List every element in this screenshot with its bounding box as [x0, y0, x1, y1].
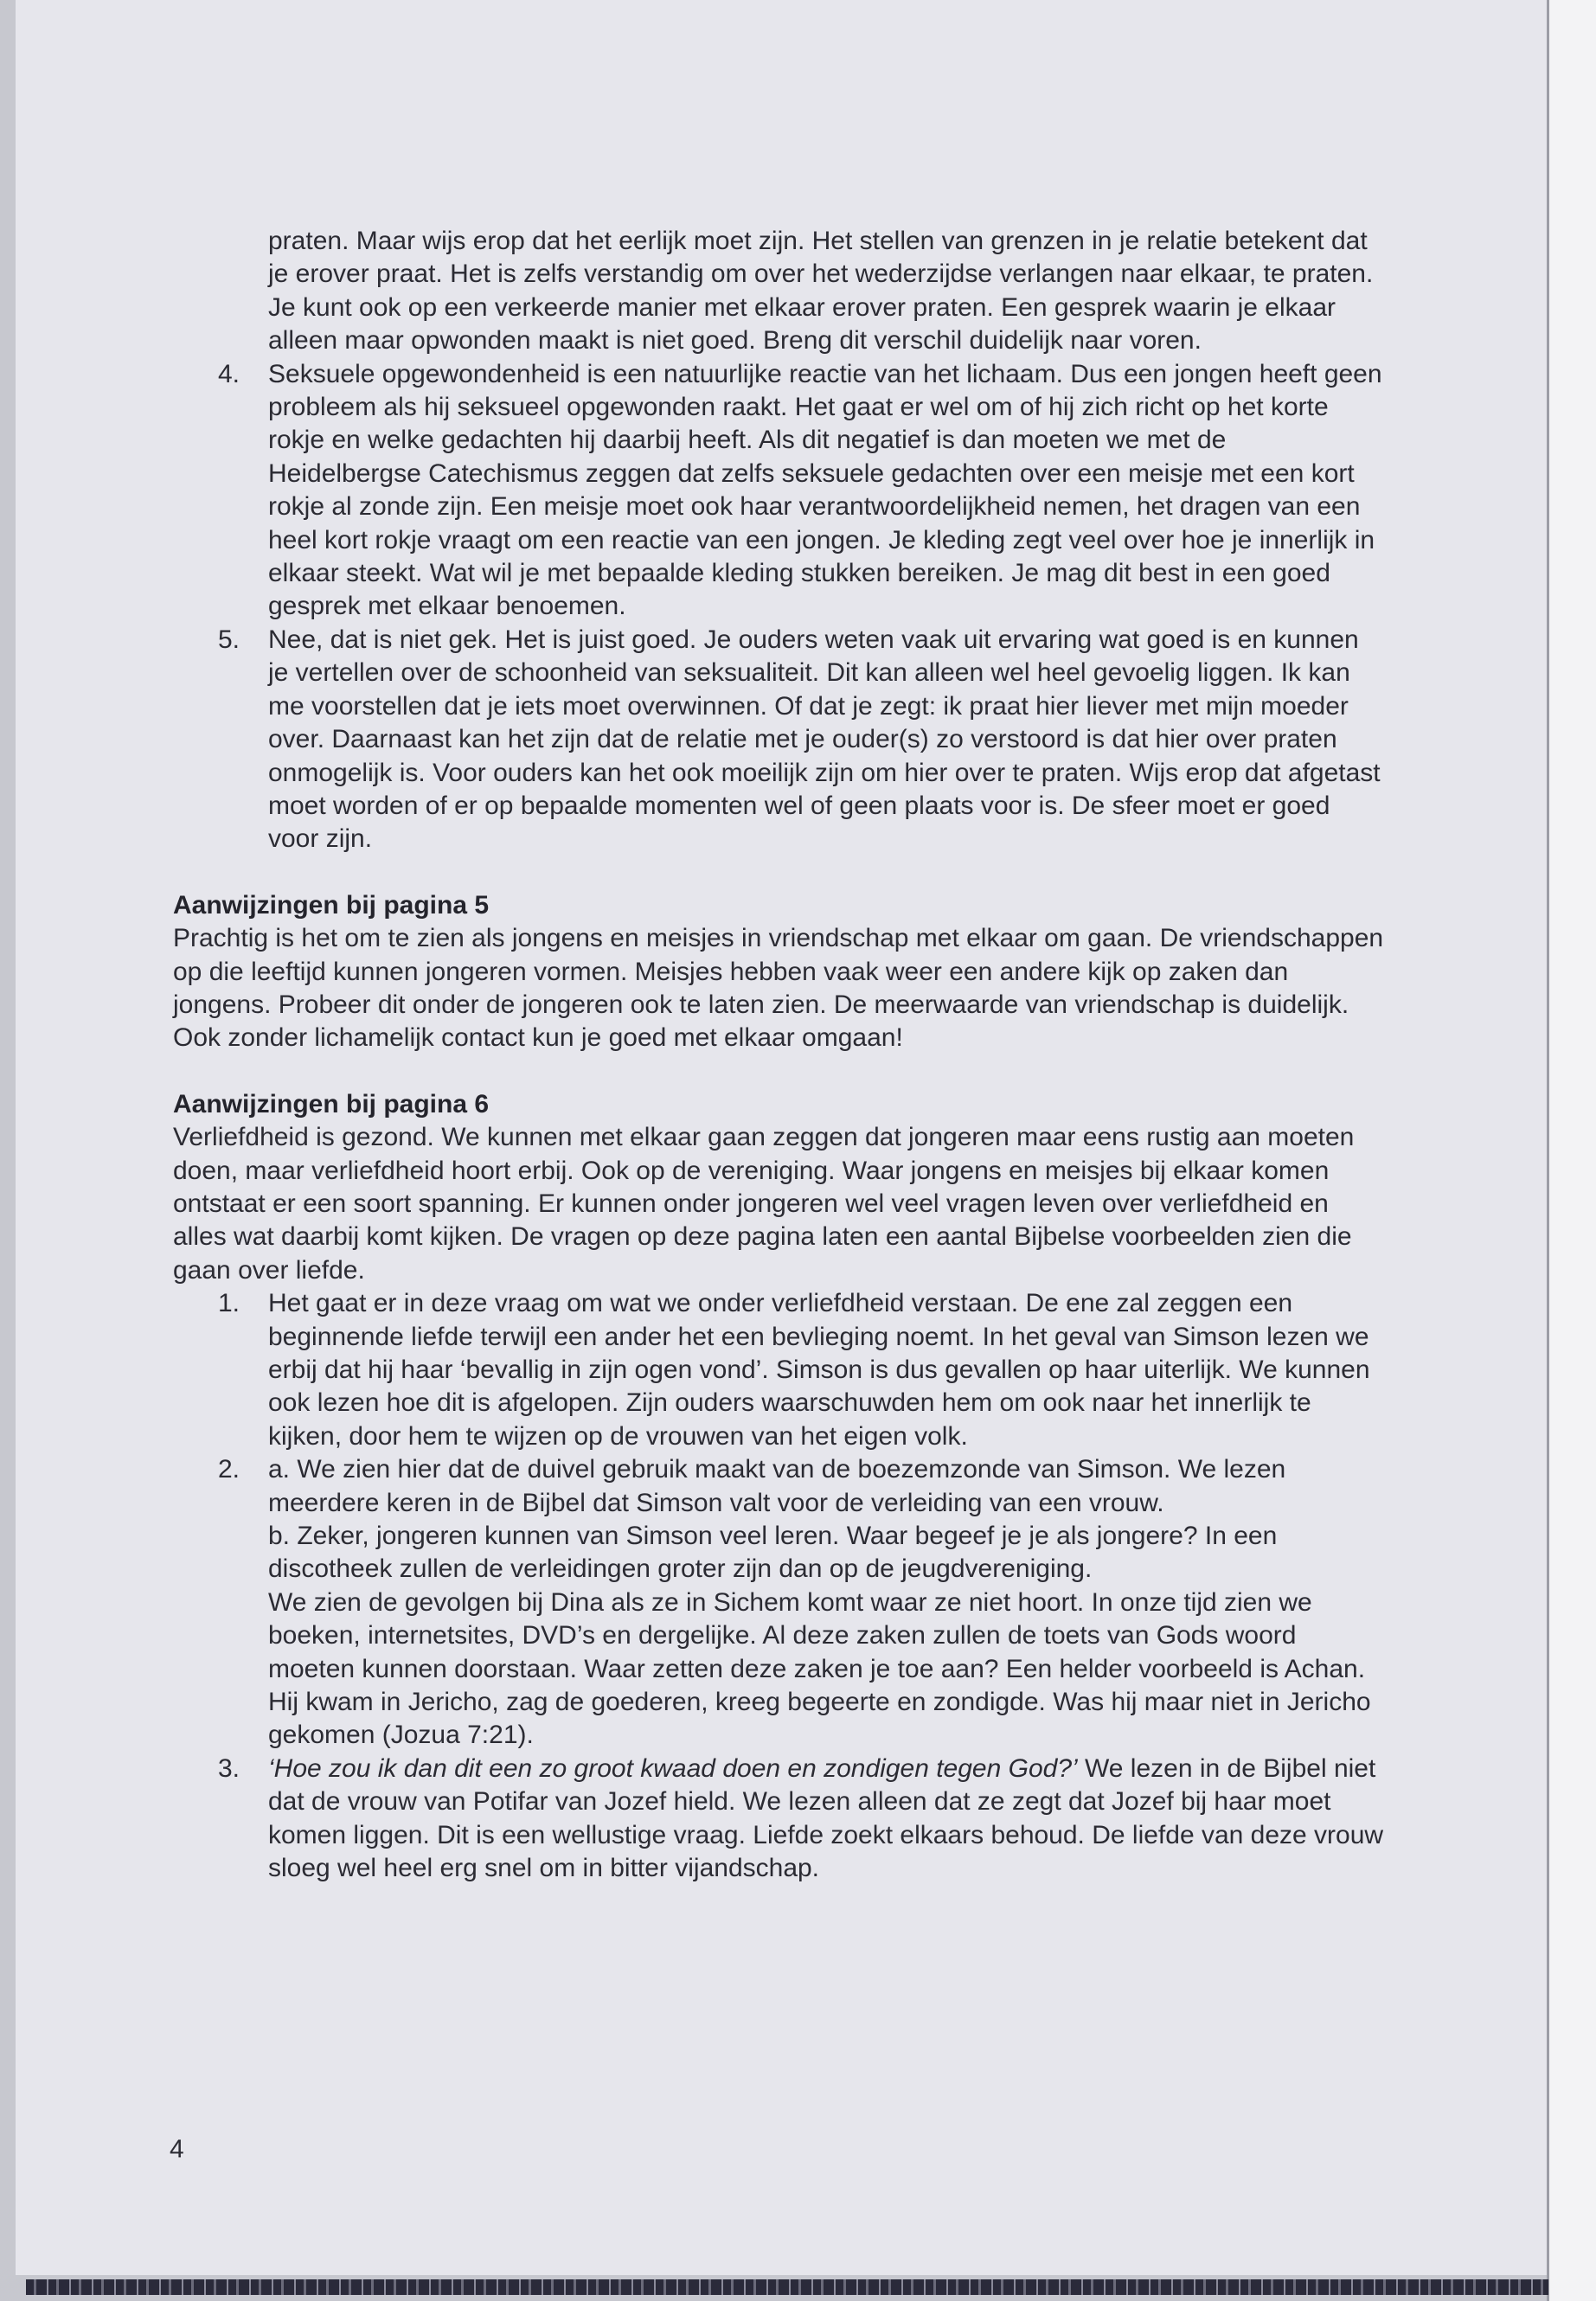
page-content: [173, 225, 1384, 1886]
scan-edge-bottom: [26, 2279, 1548, 2295]
numbered-list-top: [173, 358, 1384, 856]
list-item-text: Nee, dat is niet gek. Het is juist goed. Je ouders weten vaak uit ervaring wat goed is en kunnen je vertellen over de schoonheid van seksualiteit. Dit kan alleen wel heel gevoelig liggen. Ik kan me voorstellen dat je iets moet overwinnen. Of dat je zegt: ik praat hier liever met mijn moeder over. Daarnaast kan het zijn dat de relatie met je ouder(s) zo verstoord is dat hier over praten onmogelijk is. Voor ouders kan het ook moeilijk zijn om hier over te praten. Wijs erop dat afgetast moet worden of er op bepaalde momenten wel of geen plaats voor is. De sfeer moet er goed voor zijn.: [268, 625, 1381, 854]
list-item-2-continued: We zien de gevolgen bij Dina als ze in Sichem komt waar ze niet hoort. In onze tijd zien we boeken, internetsites, DVD’s en dergelijke. Al deze zaken zullen de toets van Gods woord moeten kunnen doorstaan. Waar zetten deze zaken je toe aan? Een helder voorbeeld is Achan. Hij kwam in Jericho, zag de goederen, kreeg begeerte en zondigde. Was hij maar niet in Jericho gekomen (Jozua 7:21).: [268, 1587, 1371, 1750]
list-number: 2.: [218, 1455, 240, 1484]
list-item-2: [173, 1453, 1384, 1753]
list-number: 3.: [218, 1753, 240, 1783]
list-number: 1.: [218, 1289, 240, 1318]
list-item-2a: a. We zien hier dat de duivel gebruik maakt van de boezemzonde van Simson. We lezen meerdere keren in de Bijbel dat Simson valt voor de verleiding van een vrouw.: [268, 1455, 1286, 1517]
continuation-paragraph: praten. Maar wijs erop dat het eerlijk moet zijn. Het stellen van grenzen in je relatie betekent dat je erover praat. Het is zelfs verstandig om over het wederzijdse verlangen naar elkaar, te praten. Je kunt ook op een verkeerde manier met elkaar erover praten. Een gesprek waarin je elkaar alleen maar opwonden maakt is niet goed. Breng dit verschil duidelijk naar voren.: [268, 227, 1374, 356]
list-number: 5.: [218, 625, 240, 654]
list-item-1: [173, 1287, 1384, 1453]
list-item-5: [173, 624, 1384, 856]
page-number: 4: [170, 2135, 184, 2163]
bible-quote: ‘Hoe zou ik dan dit een zo groot kwaad doen en zondigen tegen God?’: [268, 1753, 1078, 1783]
list-item-text: Het gaat er in deze vraag om wat we onder verliefdheid verstaan. De ene zal zeggen een beginnende liefde terwijl een ander het een bevlieging noemt. In het geval van Simson lezen we erbij dat hij haar ‘bevallig in zijn ogen vond’. Simson is dus gevallen op haar uiterlijk. We kunnen ook lezen hoe dit is afgelopen. Zijn ouders waarschuwden hem om ook naar het innerlijk te kijken, door hem te wijzen op de vrouwen van het eigen volk.: [268, 1289, 1370, 1451]
page-edge-right: [1547, 0, 1596, 2301]
section-page-6: [173, 1088, 1384, 1886]
section-text: Prachtig is het om te zien als jongens en meisjes in vriendschap met elkaar om gaan. De vriendschappen op die leeftijd kunnen jongeren vormen. Meisjes hebben vaak weer een andere kijk op zaken dan jongens. Probeer dit onder de jongeren ook te laten zien. De meerwaarde van vriendschap is duidelijk. Ook zonder lichamelijk contact kun je goed met elkaar omgaan!: [173, 924, 1384, 1053]
section-intro: Verliefdheid is gezond. We kunnen met elkaar gaan zeggen dat jongeren maar eens rustig aan moeten doen, maar verliefdheid hoort erbij. Ook op de vereniging. Waar jongens en meisjes bij elkaar komen ontstaat er een soort spanning. Er kunnen onder jongeren wel veel vragen leven over verliefdheid en alles wat daarbij komt kijken. De vragen op deze pagina laten een aantal Bijbelse voorbeelden zien die gaan over liefde.: [173, 1123, 1355, 1285]
list-item-text: We lezen in de Bijbel niet dat de vrouw van Potifar van Jozef hield. We lezen alleen dat ze zegt dat Jozef bij haar moet komen liggen. Dit is een wellustige vraag. Liefde zoekt elkaars behoud. De liefde van deze vrouw sloeg wel heel erg snel om in bitter vijandschap.: [268, 1753, 1384, 1883]
list-item-4: [173, 358, 1384, 624]
section-heading: Aanwijzingen bij pagina 5: [173, 890, 490, 920]
list-item-2b: b. Zeker, jongeren kunnen van Simson veel leren. Waar begeef je je als jongere? In een discotheek zullen de verleidingen groter zijn dan op de jeugdvereniging.: [268, 1522, 1278, 1584]
section-heading: Aanwijzingen bij pagina 6: [173, 1089, 490, 1118]
list-item-text: Seksuele opgewondenheid is een natuurlijke reactie van het lichaam. Dus een jongen heeft geen probleem als hij seksueel opgewonden raakt. Het gaat er wel om of hij zich richt op het korte rokje en welke gedachten hij daarbij heeft. Als dit negatief is dan moeten we met de Heidelbergse Catechismus zeggen dat zelfs seksuele gedachten over een meisje met een kort rokje al zonde zijn. Een meisje moet ook haar verantwoordelijkheid nemen, het dragen van een heel kort rokje vraagt om een reactie van een jongen. Je kleding zegt veel over hoe je innerlijk in elkaar steekt. Wat wil je met bepaalde kleding stukken bereiken. Je mag dit best in een goed gesprek met elkaar benoemen.: [268, 359, 1382, 621]
list-number: 4.: [218, 359, 240, 388]
numbered-list-section-6: [173, 1287, 1384, 1885]
section-page-5: [173, 889, 1384, 1055]
list-item-3: [173, 1753, 1384, 1886]
